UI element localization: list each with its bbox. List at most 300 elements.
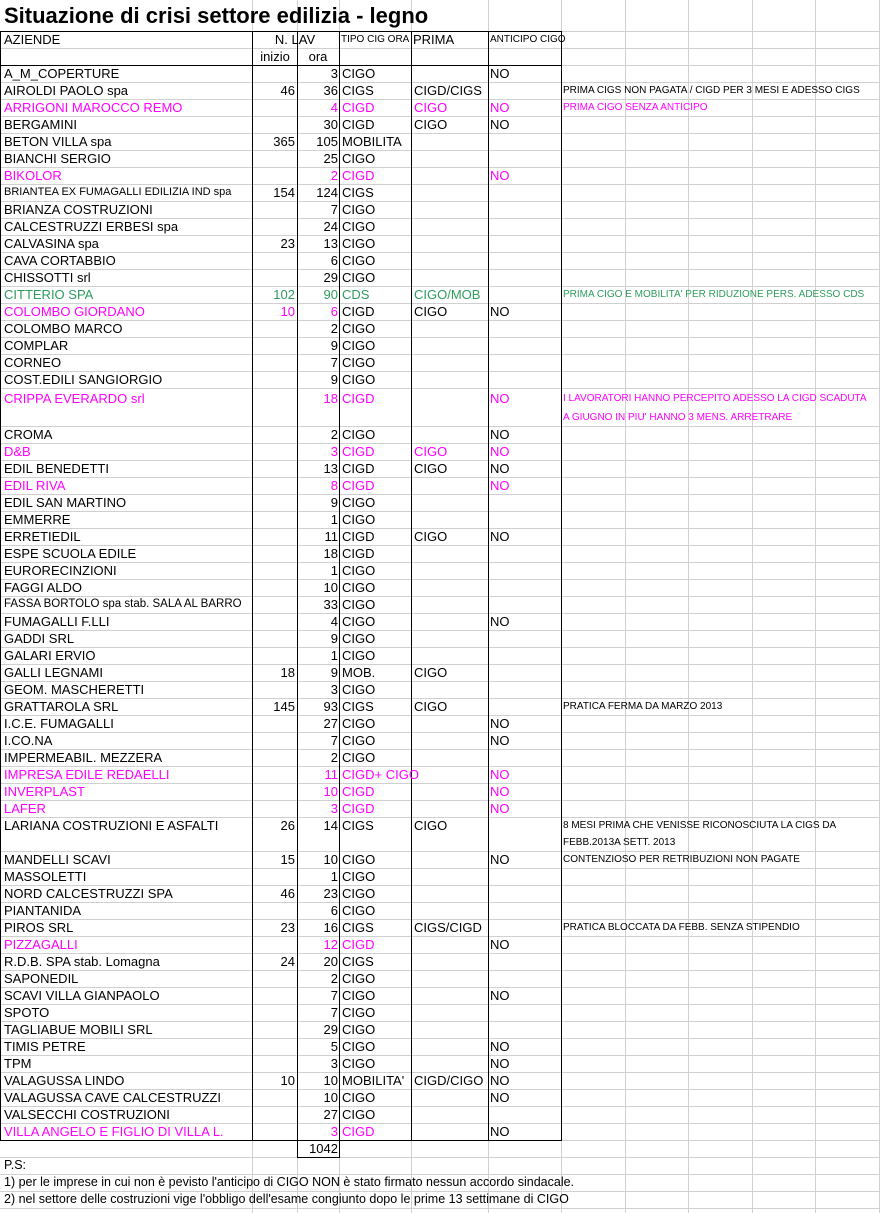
table-row bbox=[0, 337, 880, 354]
cig-type-before: CIGO bbox=[414, 304, 448, 319]
anticipo-cigo: NO bbox=[490, 444, 510, 459]
workers-start: 102 bbox=[273, 287, 295, 302]
cig-type-now: CIGD bbox=[342, 304, 375, 319]
workers-start: 10 bbox=[280, 1073, 295, 1088]
column-subheader-row bbox=[0, 48, 880, 65]
cig-type-before: CIGD/CIGO bbox=[414, 1073, 484, 1088]
cig-type-now: CIGD+ CIGO bbox=[342, 767, 419, 782]
cig-type-now: CIGD bbox=[342, 801, 375, 816]
table-row bbox=[0, 732, 880, 749]
cig-type-now: CIGO bbox=[342, 580, 376, 595]
anticipo-cigo: NO bbox=[490, 117, 510, 132]
table-row bbox=[0, 1072, 880, 1089]
workers-now: 2 bbox=[330, 427, 338, 442]
gridline bbox=[0, 1208, 880, 1209]
company-name: I.CO.NA bbox=[4, 733, 53, 748]
workers-start bbox=[254, 902, 295, 919]
cig-type-now: CIGO bbox=[342, 563, 376, 578]
table-row bbox=[0, 82, 880, 99]
workers-now: 93 bbox=[323, 699, 338, 714]
company-name: TPM bbox=[4, 1056, 32, 1071]
cig-type-now: CIGD bbox=[342, 391, 375, 406]
workers-now: 3 bbox=[330, 1124, 338, 1139]
company-name: COLOMBO GIORDANO bbox=[4, 304, 145, 319]
workers-start bbox=[254, 1021, 295, 1038]
workers-start: 46 bbox=[280, 886, 295, 901]
workers-start bbox=[254, 630, 295, 647]
company-name: PIROS SRL bbox=[4, 920, 74, 935]
workers-now: 6 bbox=[330, 903, 338, 918]
cig-type-before: CIGO bbox=[414, 699, 448, 714]
cig-type-now: CIGO bbox=[342, 338, 376, 353]
anticipo-cigo: NO bbox=[490, 988, 510, 1003]
cig-type-now: CIGO bbox=[342, 1022, 376, 1037]
company-name: A_M_COPERTURE bbox=[4, 66, 120, 81]
workers-start bbox=[254, 99, 295, 116]
workers-now: 2 bbox=[330, 321, 338, 336]
workers-start bbox=[254, 936, 295, 953]
workers-now: 33 bbox=[323, 597, 338, 612]
table-row bbox=[0, 320, 880, 337]
table-row bbox=[0, 800, 880, 817]
company-name: GEOM. MASCHERETTI bbox=[4, 682, 145, 697]
workers-now: 2 bbox=[330, 971, 338, 986]
row-note: PRIMA CIGS NON PAGATA / CIGD PER 3 MESI E ADESSO CIGS bbox=[563, 85, 860, 96]
workers-now: 12 bbox=[323, 937, 338, 952]
table-row bbox=[0, 460, 880, 477]
cig-type-now: CIGO bbox=[342, 1107, 376, 1122]
cig-type-now: CIGO bbox=[342, 1090, 376, 1105]
workers-now: 10 bbox=[323, 1090, 338, 1105]
workers-now: 9 bbox=[330, 495, 338, 510]
ps-label: P.S: bbox=[4, 1158, 27, 1172]
cig-type-now: CIGO bbox=[342, 372, 376, 387]
anticipo-cigo: NO bbox=[490, 767, 510, 782]
row-note-continued: A GIUGNO IN PIU' HANNO 3 MENS. ARRETRARE bbox=[563, 412, 793, 423]
cig-type-now: CIGD bbox=[342, 529, 375, 544]
table-row bbox=[0, 388, 880, 426]
cig-type-now: CIGS bbox=[342, 83, 374, 98]
company-name: MASSOLETTI bbox=[4, 869, 87, 884]
anticipo-cigo: NO bbox=[490, 461, 510, 476]
workers-now: 2 bbox=[330, 168, 338, 183]
table-row bbox=[0, 511, 880, 528]
cig-type-now: CIGO bbox=[342, 427, 376, 442]
cig-type-now: CIGO bbox=[342, 219, 376, 234]
table-row bbox=[0, 783, 880, 800]
company-name: GADDI SRL bbox=[4, 631, 75, 646]
workers-now: 90 bbox=[323, 287, 338, 302]
cig-type-now: CIGO bbox=[342, 631, 376, 646]
cig-type-now: CIGD bbox=[342, 100, 375, 115]
workers-now: 1 bbox=[330, 869, 338, 884]
workers-start bbox=[254, 749, 295, 766]
table-row bbox=[0, 150, 880, 167]
row-note: PRIMA CIGO SENZA ANTICIPO bbox=[563, 102, 708, 113]
cig-type-now: CIGD bbox=[342, 478, 375, 493]
anticipo-cigo: NO bbox=[490, 66, 510, 81]
table-row bbox=[0, 868, 880, 885]
cig-type-now: MOBILITA' bbox=[342, 1073, 405, 1088]
workers-start bbox=[254, 545, 295, 562]
table-row bbox=[0, 562, 880, 579]
cig-type-now: CIGD bbox=[342, 168, 375, 183]
table-row bbox=[0, 218, 880, 235]
cig-type-now: CIGS bbox=[342, 818, 374, 833]
workers-now: 7 bbox=[330, 733, 338, 748]
workers-now: 10 bbox=[323, 580, 338, 595]
company-name: GALLI LEGNAMI bbox=[4, 665, 103, 680]
workers-now: 18 bbox=[323, 546, 338, 561]
total-row bbox=[0, 1140, 880, 1157]
cig-type-now: CIGO bbox=[342, 716, 376, 731]
workers-now: 13 bbox=[323, 236, 338, 251]
workers-start bbox=[254, 116, 295, 133]
cig-type-before: CIGD/CIGS bbox=[414, 83, 482, 98]
table-row bbox=[0, 1106, 880, 1123]
cig-type-now: CIGO bbox=[342, 253, 376, 268]
workers-now: 7 bbox=[330, 988, 338, 1003]
anticipo-cigo: NO bbox=[490, 427, 510, 442]
workers-start bbox=[254, 596, 295, 613]
header-n-lav: N. LAV bbox=[274, 32, 316, 47]
cig-type-before: CIGO bbox=[414, 117, 448, 132]
cig-type-now: CIGD bbox=[342, 444, 375, 459]
table-row bbox=[0, 1089, 880, 1106]
company-name: FAGGI ALDO bbox=[4, 580, 83, 595]
workers-start bbox=[254, 477, 295, 494]
workers-now: 8 bbox=[330, 478, 338, 493]
anticipo-cigo: NO bbox=[490, 100, 510, 115]
table-row bbox=[0, 167, 880, 184]
cig-type-now: CIGO bbox=[342, 202, 376, 217]
table-row bbox=[0, 936, 880, 953]
table-row bbox=[0, 65, 880, 82]
workers-start bbox=[254, 201, 295, 218]
workers-start bbox=[254, 579, 295, 596]
table-row bbox=[0, 817, 880, 851]
company-name: VALSECCHI COSTRUZIONI bbox=[4, 1107, 170, 1122]
company-name: EMMERRE bbox=[4, 512, 71, 527]
workers-now: 4 bbox=[330, 100, 338, 115]
company-name: BRIANZA COSTRUZIONI bbox=[4, 202, 153, 217]
workers-start bbox=[254, 320, 295, 337]
company-name: EURORECINZIONI bbox=[4, 563, 117, 578]
cig-type-now: CIGO bbox=[342, 1005, 376, 1020]
cig-type-now: CIGO bbox=[342, 355, 376, 370]
company-name: AIROLDI PAOLO spa bbox=[4, 83, 129, 98]
table-row bbox=[0, 99, 880, 116]
company-name: EDIL SAN MARTINO bbox=[4, 495, 127, 510]
company-name: FUMAGALLI F.LLI bbox=[4, 614, 110, 629]
company-name: SCAVI VILLA GIANPAOLO bbox=[4, 988, 160, 1003]
company-name: VILLA ANGELO E FIGLIO DI VILLA L. bbox=[4, 1124, 224, 1139]
cig-type-now: CIGD bbox=[342, 461, 375, 476]
table-row bbox=[0, 201, 880, 218]
workers-now: 10 bbox=[323, 784, 338, 799]
cig-type-now: CIGO bbox=[342, 682, 376, 697]
table-row bbox=[0, 885, 880, 902]
page-title: Situazione di crisi settore edilizia - legno bbox=[4, 3, 429, 28]
anticipo-cigo: NO bbox=[490, 391, 510, 406]
cig-type-now: MOBILITA bbox=[342, 134, 402, 149]
table-row bbox=[0, 715, 880, 732]
workers-now: 9 bbox=[330, 372, 338, 387]
table-row bbox=[0, 664, 880, 681]
anticipo-cigo: NO bbox=[490, 1039, 510, 1054]
anticipo-cigo: NO bbox=[490, 733, 510, 748]
table-row bbox=[0, 116, 880, 133]
workers-now: 7 bbox=[330, 202, 338, 217]
company-name: NORD CALCESTRUZZI SPA bbox=[4, 886, 173, 901]
table-row bbox=[0, 133, 880, 150]
cig-type-before: CIGO bbox=[414, 461, 448, 476]
company-name: VALAGUSSA LINDO bbox=[4, 1073, 125, 1088]
company-name: COMPLAR bbox=[4, 338, 69, 353]
workers-now: 1 bbox=[330, 563, 338, 578]
table-row bbox=[0, 630, 880, 647]
cig-type-now: CIGO bbox=[342, 988, 376, 1003]
company-name: GRATTAROLA SRL bbox=[4, 699, 119, 714]
anticipo-cigo: NO bbox=[490, 304, 510, 319]
company-name: SPOTO bbox=[4, 1005, 50, 1020]
anticipo-cigo: NO bbox=[490, 784, 510, 799]
table-row bbox=[0, 1123, 880, 1140]
cig-type-now: CIGO bbox=[342, 648, 376, 663]
company-name: BIKOLOR bbox=[4, 168, 62, 183]
gridline bbox=[0, 1157, 880, 1158]
cig-type-before: CIGO/MOB bbox=[414, 287, 481, 302]
row-note: PRATICA FERMA DA MARZO 2013 bbox=[563, 701, 723, 712]
table-row bbox=[0, 1055, 880, 1072]
workers-now: 10 bbox=[323, 1073, 338, 1088]
workers-start bbox=[254, 354, 295, 371]
cig-type-now: CIGD bbox=[342, 937, 375, 952]
workers-now: 105 bbox=[316, 134, 338, 149]
company-name: CHISSOTTI srl bbox=[4, 270, 91, 285]
company-name: ARRIGONI MAROCCO REMO bbox=[4, 100, 183, 115]
table-row bbox=[0, 681, 880, 698]
cig-type-now: CIGS bbox=[342, 954, 374, 969]
company-name: COLOMBO MARCO bbox=[4, 321, 123, 336]
workers-start bbox=[254, 337, 295, 354]
cig-type-now: CIGO bbox=[342, 733, 376, 748]
table-row bbox=[0, 252, 880, 269]
workers-now: 10 bbox=[323, 852, 338, 867]
total-value: 1042 bbox=[309, 1141, 338, 1156]
workers-start bbox=[254, 167, 295, 184]
workers-now: 16 bbox=[323, 920, 338, 935]
workers-start: 24 bbox=[280, 954, 295, 969]
company-name: IMPERMEABIL. MEZZERA bbox=[4, 750, 163, 765]
workers-start bbox=[254, 1055, 295, 1072]
workers-start bbox=[254, 613, 295, 630]
table-border bbox=[297, 1157, 340, 1158]
company-name: CALVASINA spa bbox=[4, 236, 99, 251]
header-ora: ora bbox=[308, 49, 328, 64]
row-note: CONTENZIOSO PER RETRIBUZIONI NON PAGATE bbox=[563, 854, 800, 865]
table-row bbox=[0, 749, 880, 766]
company-name: D&B bbox=[4, 444, 31, 459]
workers-start bbox=[254, 150, 295, 167]
workers-now: 3 bbox=[330, 682, 338, 697]
company-name: ERRETIEDIL bbox=[4, 529, 81, 544]
anticipo-cigo: NO bbox=[490, 1124, 510, 1139]
workers-now: 30 bbox=[323, 117, 338, 132]
table-row bbox=[0, 235, 880, 252]
cig-type-before: CIGO bbox=[414, 444, 448, 459]
cig-type-before: CIGO bbox=[414, 818, 448, 833]
workers-start bbox=[254, 1089, 295, 1106]
cig-type-before: CIGO bbox=[414, 665, 448, 680]
cig-type-now: CIGD bbox=[342, 1124, 375, 1139]
table-row bbox=[0, 902, 880, 919]
workers-now: 7 bbox=[330, 1005, 338, 1020]
row-note: I LAVORATORI HANNO PERCEPITO ADESSO LA CIGD SCADUTA bbox=[563, 393, 867, 404]
company-name: COST.EDILI SANGIORGIO bbox=[4, 372, 163, 387]
company-name: BIANCHI SERGIO bbox=[4, 151, 111, 166]
workers-start bbox=[254, 868, 295, 885]
cig-type-now: CIGO bbox=[342, 1039, 376, 1054]
cig-type-before: CIGO bbox=[414, 529, 448, 544]
workers-now: 18 bbox=[323, 391, 338, 406]
cig-type-now: CIGO bbox=[342, 66, 376, 81]
workers-start bbox=[254, 970, 295, 987]
company-name: MANDELLI SCAVI bbox=[4, 852, 111, 867]
cig-type-now: CIGO bbox=[342, 1056, 376, 1071]
anticipo-cigo: NO bbox=[490, 801, 510, 816]
cig-type-before: CIGO bbox=[414, 100, 448, 115]
table-row bbox=[0, 303, 880, 320]
workers-now: 11 bbox=[324, 529, 338, 544]
cig-type-now: CIGD bbox=[342, 546, 375, 561]
table-row bbox=[0, 613, 880, 630]
workers-start bbox=[254, 460, 295, 477]
workers-start bbox=[254, 987, 295, 1004]
workers-now: 124 bbox=[316, 185, 338, 200]
company-name: IMPRESA EDILE REDAELLI bbox=[4, 767, 170, 782]
company-name: GALARI ERVIO bbox=[4, 648, 96, 663]
cig-type-now: CIGD bbox=[342, 117, 375, 132]
workers-start: 10 bbox=[280, 304, 295, 319]
workers-start bbox=[254, 269, 295, 286]
workers-start: 145 bbox=[273, 699, 295, 714]
company-name: BRIANTEA EX FUMAGALLI EDILIZIA IND spa bbox=[4, 186, 232, 198]
workers-now: 3 bbox=[330, 66, 338, 81]
anticipo-cigo: NO bbox=[490, 1090, 510, 1105]
workers-start bbox=[254, 511, 295, 528]
workers-start bbox=[254, 766, 295, 783]
workers-start bbox=[254, 1123, 295, 1140]
workers-now: 23 bbox=[323, 886, 338, 901]
table-row bbox=[0, 426, 880, 443]
column-header-row bbox=[0, 31, 880, 48]
workers-now: 3 bbox=[330, 1056, 338, 1071]
table-row bbox=[0, 596, 880, 613]
cig-type-now: CIGO bbox=[342, 597, 376, 612]
workers-start bbox=[254, 783, 295, 800]
workers-now: 7 bbox=[330, 355, 338, 370]
table-row bbox=[0, 766, 880, 783]
workers-now: 11 bbox=[324, 767, 338, 782]
workers-start bbox=[254, 732, 295, 749]
header-inizio: inizio bbox=[260, 49, 290, 64]
company-name: EDIL RIVA bbox=[4, 478, 66, 493]
workers-now: 20 bbox=[323, 954, 338, 969]
company-name: FASSA BORTOLO spa stab. SALA AL BARRO bbox=[4, 598, 242, 610]
workers-start bbox=[254, 65, 295, 82]
table-row bbox=[0, 698, 880, 715]
company-name: BETON VILLA spa bbox=[4, 134, 112, 149]
cig-type-now: MOB. bbox=[342, 665, 376, 680]
company-name: CAVA CORTABBIO bbox=[4, 253, 116, 268]
company-name: VALAGUSSA CAVE CALCESTRUZZI bbox=[4, 1090, 221, 1105]
workers-start bbox=[254, 647, 295, 664]
anticipo-cigo: NO bbox=[490, 1073, 510, 1088]
workers-now: 27 bbox=[323, 1107, 338, 1122]
ps-note-1: 1) per le imprese in cui non è pevisto l'anticipo di CIGO NON è stato firmato nessun accordo sindacale. bbox=[4, 1175, 575, 1189]
cig-type-now: CIGO bbox=[342, 495, 376, 510]
workers-start: 26 bbox=[280, 818, 295, 833]
cig-type-now: CIGO bbox=[342, 614, 376, 629]
cig-type-now: CIGO bbox=[342, 270, 376, 285]
workers-now: 6 bbox=[330, 253, 338, 268]
table-row bbox=[0, 269, 880, 286]
table-row bbox=[0, 851, 880, 868]
company-name: CORNEO bbox=[4, 355, 62, 370]
cig-type-now: CIGO bbox=[342, 750, 376, 765]
workers-start bbox=[254, 218, 295, 235]
table-row bbox=[0, 647, 880, 664]
header-anticipo-cigo: ANTICIPO CIGO bbox=[490, 34, 566, 45]
workers-start bbox=[254, 1038, 295, 1055]
workers-start bbox=[254, 800, 295, 817]
company-name: SAPONEDIL bbox=[4, 971, 79, 986]
table-row bbox=[0, 354, 880, 371]
workers-now: 9 bbox=[330, 338, 338, 353]
company-name: BERGAMINI bbox=[4, 117, 77, 132]
workers-now: 13 bbox=[323, 461, 338, 476]
workers-now: 5 bbox=[330, 1039, 338, 1054]
table-row bbox=[0, 1038, 880, 1055]
company-name: CROMA bbox=[4, 427, 53, 442]
workers-now: 9 bbox=[330, 665, 338, 680]
workers-start bbox=[254, 371, 295, 388]
workers-now: 24 bbox=[323, 219, 338, 234]
workers-start: 23 bbox=[280, 920, 295, 935]
table-row bbox=[0, 970, 880, 987]
table-row bbox=[0, 1021, 880, 1038]
workers-now: 9 bbox=[330, 631, 338, 646]
cig-type-now: CIGO bbox=[342, 151, 376, 166]
workers-now: 1 bbox=[330, 512, 338, 527]
header-prima: PRIMA bbox=[413, 32, 455, 47]
workers-start bbox=[254, 252, 295, 269]
table-row bbox=[0, 371, 880, 388]
workers-now: 1 bbox=[330, 648, 338, 663]
row-note: PRIMA CIGO E MOBILITA' PER RIDUZIONE PERS. ADESSO CDS bbox=[563, 289, 865, 300]
cig-type-now: CIGO bbox=[342, 903, 376, 918]
workers-start bbox=[254, 443, 295, 460]
anticipo-cigo: NO bbox=[490, 1056, 510, 1071]
workers-start: 15 bbox=[280, 852, 295, 867]
company-name: PIZZAGALLI bbox=[4, 937, 78, 952]
table-row bbox=[0, 494, 880, 511]
anticipo-cigo: NO bbox=[490, 614, 510, 629]
table-row bbox=[0, 528, 880, 545]
cig-type-now: CIGO bbox=[342, 236, 376, 251]
company-name: CRIPPA EVERARDO srl bbox=[4, 391, 145, 406]
